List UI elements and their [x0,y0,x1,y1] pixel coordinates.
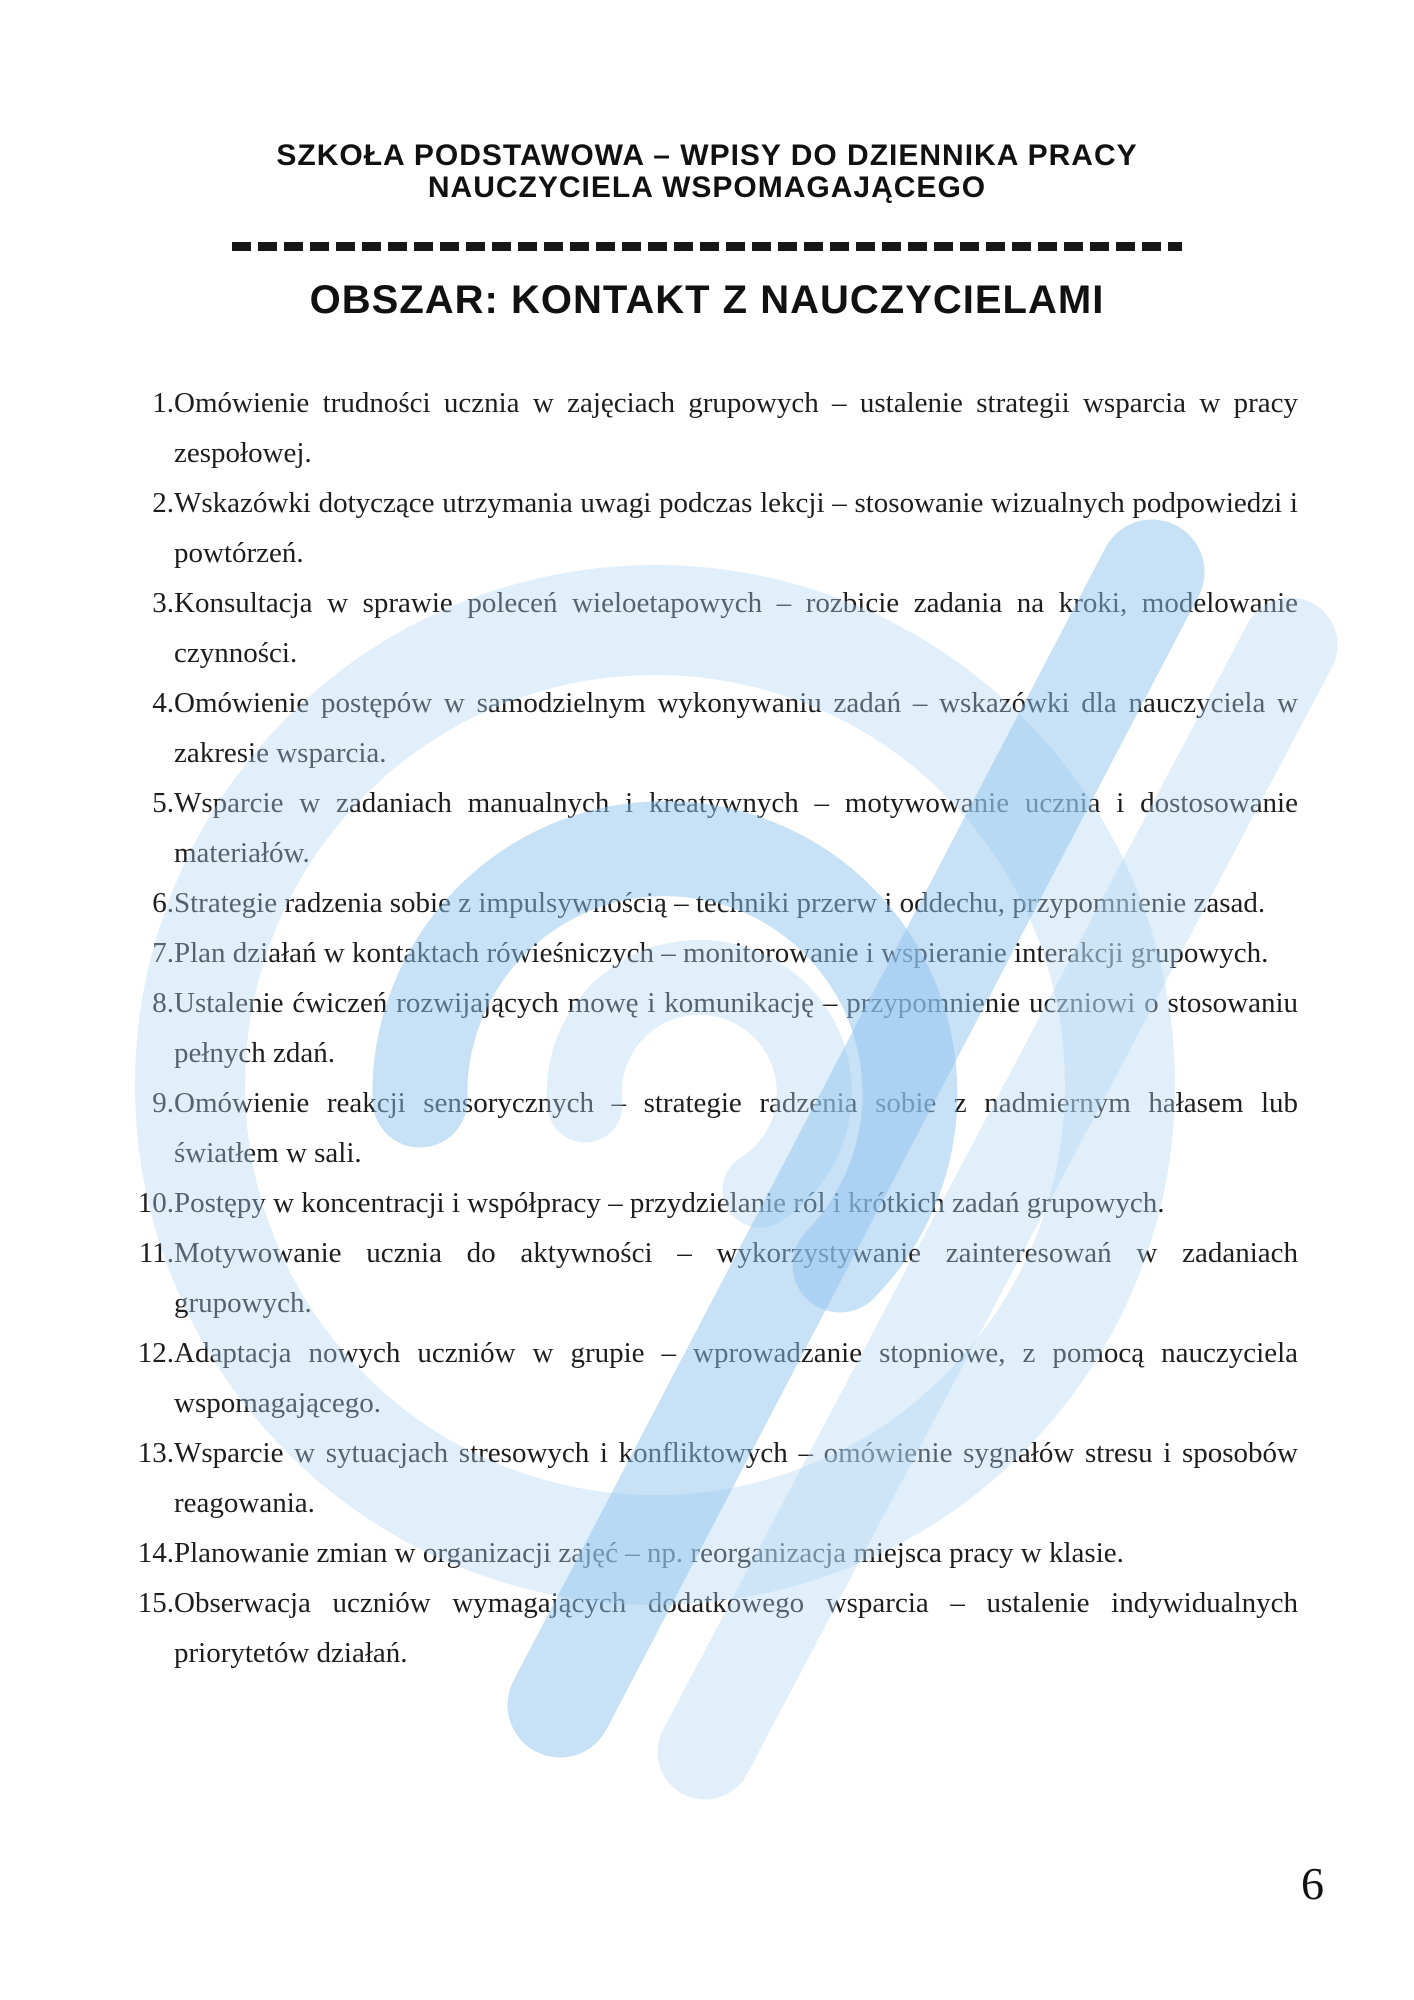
list-item-text: Ustalenie ćwiczeń rozwijających mowę i komunikację – przypomnienie uczniowi o stosowaniu pełnych zdań. [174,987,1298,1069]
list-item-number: 10. [137,1187,174,1219]
page-number: 6 [1301,1858,1324,1909]
document-header-line1: SZKOŁA PODSTAWOWA – WPISY DO DZIENNIKA PRACY [276,139,1138,172]
list-item-number: 2. [152,487,174,519]
list-item-text: Motywowanie ucznia do aktywności – wykorzystywanie zainteresowań w zadaniach grupowych. [174,1237,1298,1319]
document-header [0,140,1414,204]
list-item-text: Konsultacja w sprawie poleceń wieloetapowych – rozbicie zadania na kroki, modelowanie czynności. [174,587,1298,669]
list-item-number: 9. [152,1087,174,1119]
list-item-number: 8. [152,987,174,1019]
list-item-text: Obserwacja uczniów wymagających dodatkowego wsparcia – ustalenie indywidualnych priorytetów działań. [174,1587,1298,1669]
list-item [152,778,1298,878]
section-title: OBSZAR: KONTAKT Z NAUCZYCIELAMI [309,278,1105,322]
list-item-text: Planowanie zmian w organizacji zajęć – np. reorganizacja miejsca pracy w klasie. [174,1537,1124,1569]
list-item [137,1578,1298,1678]
list-item-text: Adaptacja nowych uczniów w grupie – wprowadzanie stopniowe, z pomocą nauczyciela wspomagającego. [174,1337,1298,1419]
dashed-divider [232,242,1182,251]
document-header-line2: NAUCZYCIELA WSPOMAGAJĄCEGO [427,171,987,204]
list-item-text: Plan działań w kontaktach rówieśniczych – monitorowanie i wspieranie interakcji grupowych. [174,937,1269,969]
list-item-number: 14. [137,1537,174,1569]
list-item-text: Postępy w koncentracji i współpracy – przydzielanie ról i krótkich zadań grupowych. [174,1187,1165,1219]
list-item [137,1328,1298,1428]
list-item-number: 3. [152,587,174,619]
list-item [152,878,1298,928]
list-item-text: Omówienie trudności ucznia w zajęciach grupowych – ustalenie strategii wsparcia w pracy zespołowej. [174,387,1298,469]
list-item [152,678,1298,778]
list-item [138,1228,1298,1328]
list-item-number: 6. [152,887,174,919]
list-item [152,378,1298,478]
list-item-text: Strategie radzenia sobie z impulsywnością – techniki przerw i oddechu, przypomnienie zasad. [174,887,1266,919]
list-item-text: Wsparcie w zadaniach manualnych i kreatywnych – motywowanie ucznia i dostosowanie materiałów. [174,787,1298,869]
list-item [152,1078,1298,1178]
list-item-text: Omówienie postępów w samodzielnym wykonywaniu zadań – wskazówki dla nauczyciela w zakresie wsparcia. [174,687,1298,769]
list-item-number: 4. [152,687,174,719]
list-item-text: Wsparcie w sytuacjach stresowych i konfliktowych – omówienie sygnałów stresu i sposobów reagowania. [174,1437,1298,1519]
list-item-number: 7. [152,937,174,969]
list-item [152,478,1298,578]
list-item-number: 5. [152,787,174,819]
list-item [137,1178,1298,1228]
list-item-text: Omówienie reakcji sensorycznych – strategie radzenia sobie z nadmiernym hałasem lub światłem w sali. [174,1087,1298,1169]
list-item [152,578,1298,678]
list-item [137,1428,1298,1528]
list-item-number: 15. [137,1587,174,1619]
list-item [152,928,1298,978]
list-item-number: 1. [152,387,174,419]
list-item-text: Wskazówki dotyczące utrzymania uwagi podczas lekcji – stosowanie wizualnych podpowiedzi i powtórzeń. [174,487,1298,569]
list-item [152,978,1298,1078]
list-item-number: 11. [138,1237,174,1269]
list-item-number: 13. [137,1437,174,1469]
list-item [137,1528,1298,1578]
numbered-entry-list [137,378,1298,1678]
list-item-number: 12. [137,1337,174,1369]
